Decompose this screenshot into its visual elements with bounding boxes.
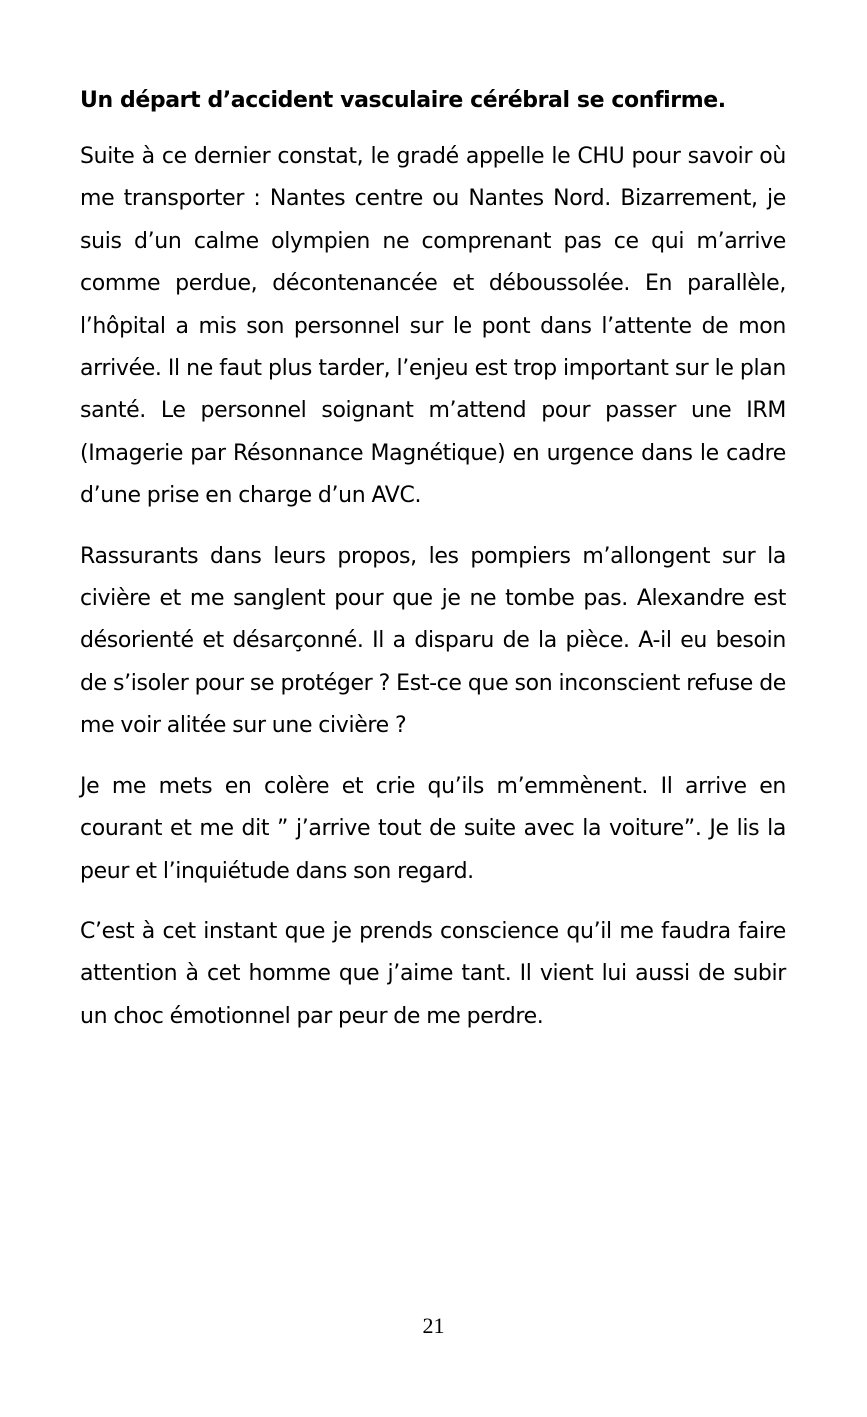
page-body xyxy=(80,82,786,1056)
paragraph-2: Rassurants dans leurs propos, les pompiers m’allongent sur la civière et me sanglent pour que je ne tombe pas. Alexandre est désorienté et désarçonné. Il a disparu de la pièce. A-il eu besoin de s’isoler pour se protéger ? Est-ce que son inconscient refuse de me voir alitée sur une civière ? xyxy=(80,543,786,739)
paragraph-3: Je me mets en colère et crie qu’ils m’emmènent. Il arrive en courant et me dit ” j’arrive tout de suite avec la voiture”. Je lis la peur et l’inquiétude dans son regard. xyxy=(80,773,786,884)
page-number: 21 xyxy=(422,1313,445,1338)
paragraph-1: Suite à ce dernier constat, le gradé appelle le CHU pour savoir où me transporter : Nantes centre ou Nantes Nord. Bizarrement, je suis d’un calme olympien ne comprenant pas ce qui m’arrive comme perdue, décontenancée et déboussolée. En parallèle, l’hôpital a mis son personnel sur le pont dans l’attente de mon arrivée. Il ne faut plus tarder, l’enjeu est trop important sur le plan santé. Le personnel soignant m’attend pour passer une IRM (Imagerie par Résonnance Magnétique) en urgence dans le cadre d’une prise en charge d’un AVC. xyxy=(80,144,786,509)
section-heading: Un départ d’accident vasculaire cérébral se confirme. xyxy=(80,88,726,113)
paragraph-4: C’est à cet instant que je prends conscience qu’il me faudra faire attention à cet homme que j’aime tant. Il vient lui aussi de subir un choc émotionnel par peur de me perdre. xyxy=(80,918,786,1029)
